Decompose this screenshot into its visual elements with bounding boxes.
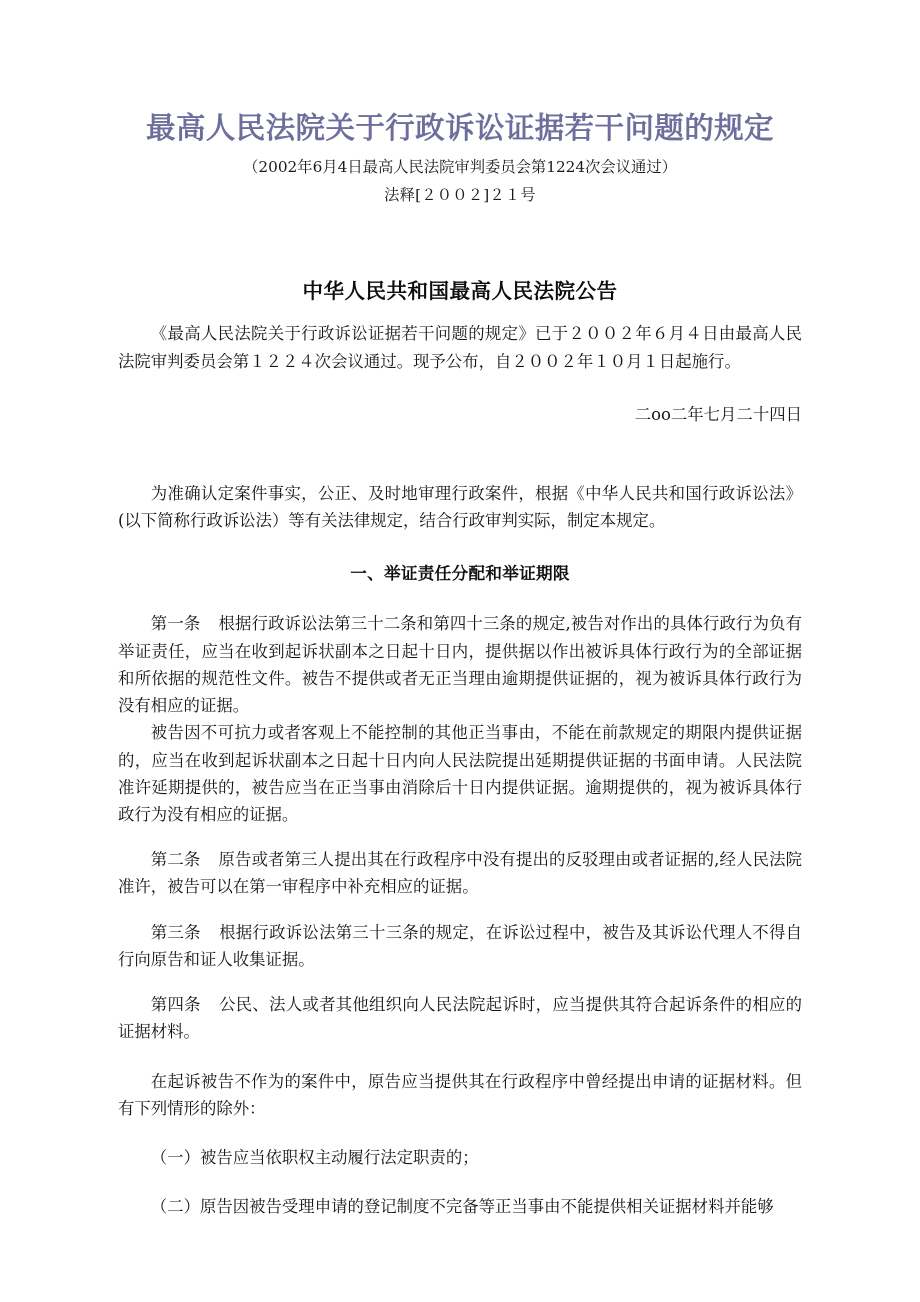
trailing-lead-paragraph: 在起诉被告不作为的案件中，原告应当提供其在行政程序中曾经提出申请的证据材料。但有下列情形的除外：	[118, 1071, 802, 1118]
article-number: 第四条	[150, 995, 201, 1015]
article-text: 公民、法人或者其他组织向人民法院起诉时，应当提供其符合起诉条件的相应的证据材料。	[118, 995, 803, 1042]
list-item: （一）被告应当依职权主动履行法定职责的；	[150, 1148, 479, 1168]
article-number: 第一条	[150, 614, 201, 634]
announcement-heading: 中华人民共和国最高人民法院公告	[302, 278, 618, 303]
section-heading: 一、举证责任分配和举证期限	[350, 563, 570, 584]
announcement-date: 二oo二年七月二十四日	[634, 404, 802, 424]
article-block	[118, 828, 802, 900]
document-subtitle: （2002年6月4日最高人民法院审判委员会第1224次会议通过）	[243, 157, 677, 176]
article-text: 根据行政诉讼法第三十三条的规定，在诉讼过程中，被告及其诉讼代理人不得自行向原告和证人收集证据。	[118, 922, 803, 969]
page-title: 最高人民法院关于行政诉讼证据若干问题的规定	[146, 110, 774, 145]
article-block	[118, 586, 802, 828]
article-paragraph	[118, 919, 802, 973]
article-text: 原告或者第三人提出其在行政程序中没有提出的反驳理由或者证据的,经人民法院准许，被告可以在第一审程序中补充相应的证据。	[118, 850, 803, 897]
announcement-body: 《最高人民法院关于行政诉讼证据若干问题的规定》已于２００２年６月４日由最高人民法院审判委员会第１２２４次会议通过。现予公布，自２００２年１０月１日起施行。	[118, 324, 802, 371]
preamble-paragraph: 为准确认定案件事实，公正、及时地审理行政案件，根据《中华人民共和国行政诉讼法》(以下简称行政诉讼法）等有关法律规定，结合行政审判实际，制定本规定。	[118, 484, 802, 531]
article-paragraph: 被告因不可抗力或者客观上不能控制的其他正当事由，不能在前款规定的期限内提供证据的，应当在收到起诉状副本之日起十日内向人民法院提出延期提供证据的书面申请。人民法院准许延期提供的，被告应当在正当事由消除后十日内提供证据。逾期提供的，视为被诉具体行政行为没有相应的证据。	[118, 723, 802, 825]
document-number: 法释[２００２]２１号	[384, 185, 536, 204]
article-text: 根据行政诉讼法第三十二条和第四十三条的规定,被告对作出的具体行政行为负有举证责任，应当在收到起诉状副本之日起十日内，提供据以作出被诉具体行政行为的全部证据和所依据的规范性文件。被告不提供或者无正当理由逾期提供证据的，视为被诉具体行政行为没有相应的证据。	[118, 614, 803, 716]
article-paragraph	[118, 610, 802, 719]
document-content	[118, 0, 802, 1221]
article-paragraph	[118, 991, 802, 1045]
article-number: 第二条	[150, 850, 201, 870]
article-block	[118, 901, 802, 973]
article-block	[118, 973, 802, 1045]
article-number: 第三条	[150, 922, 201, 942]
article-paragraph	[118, 846, 802, 900]
list-item: （二）原告因被告受理申请的登记制度不完备等正当事由不能提供相关证据材料并能够	[150, 1197, 774, 1217]
